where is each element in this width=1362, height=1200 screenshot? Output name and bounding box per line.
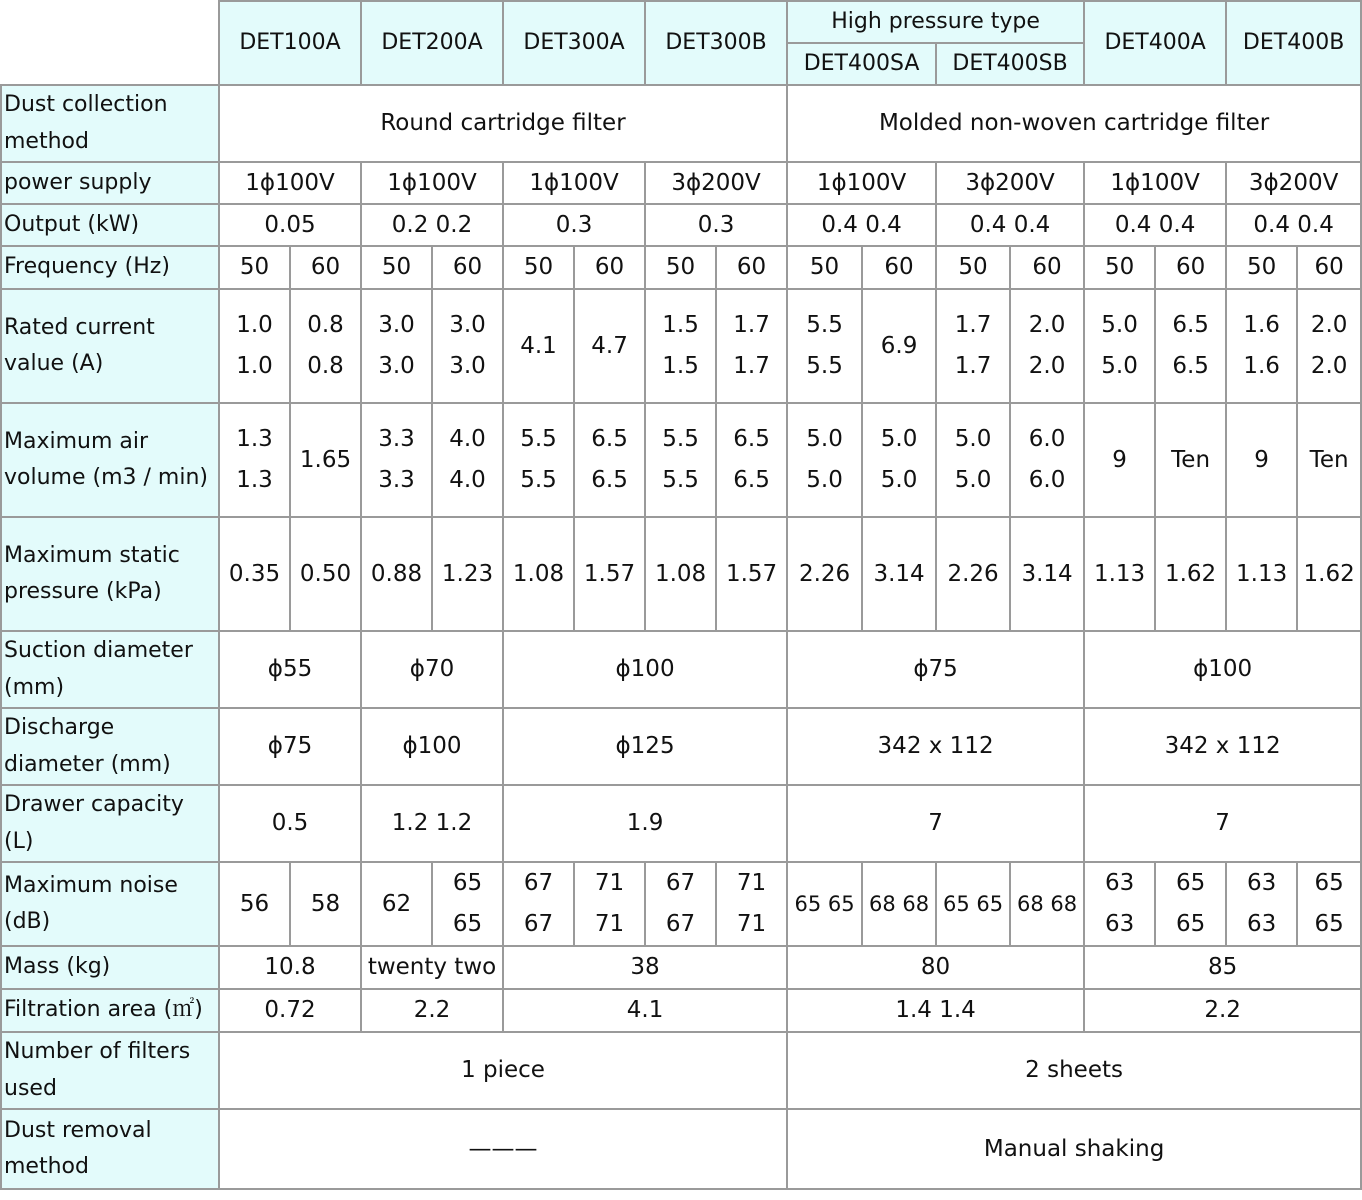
spec-cell: 2 sheets	[787, 1032, 1361, 1109]
spec-cell	[1084, 289, 1155, 403]
cell-value: 5.5	[806, 353, 843, 379]
spec-cell: 1.62	[1297, 517, 1361, 631]
cell-value: 9	[1254, 446, 1269, 473]
spec-cell	[1226, 289, 1297, 403]
spec-cell: 65 65	[787, 862, 862, 946]
cell-value: 67	[523, 911, 554, 937]
spec-cell	[219, 862, 290, 946]
cell-value: 5.5	[662, 426, 699, 452]
spec-cell: 50	[787, 246, 862, 289]
spec-cell	[645, 862, 716, 946]
spec-cell: 0.35	[219, 517, 290, 631]
cell-value: 3.0	[449, 312, 486, 338]
spec-cell	[936, 289, 1010, 403]
spec-cell: 60	[574, 246, 645, 289]
cell-value: 1.5	[662, 312, 699, 338]
spec-cell: 1.08	[503, 517, 574, 631]
cell-value: 5.5	[806, 312, 843, 338]
row-label-max-static-pressure: Maximum static pressure (kPa)	[1, 517, 219, 631]
row-label-max-air-volume: Maximum air volume (m3 / min)	[1, 403, 219, 517]
spec-cell: 3ϕ200V	[645, 162, 787, 204]
spec-cell: 50	[361, 246, 432, 289]
spec-cell: 1.13	[1226, 517, 1297, 631]
spec-cell	[574, 862, 645, 946]
cell-value: 2.0	[1310, 312, 1348, 338]
spec-cell	[290, 289, 361, 403]
cell-value: 1.3	[236, 467, 273, 493]
cell-value: 6.9	[880, 332, 918, 359]
spec-cell: 7	[787, 785, 1084, 862]
model-header: DET400A	[1084, 1, 1226, 85]
cell-value: 63	[1104, 911, 1135, 937]
spec-cell: 50	[1226, 246, 1297, 289]
cell-value: Ten	[1171, 446, 1211, 473]
spec-cell: 80	[787, 946, 1084, 989]
spec-cell	[503, 403, 574, 517]
spec-cell	[862, 403, 936, 517]
cell-value: 6.0	[1028, 467, 1066, 493]
cell-value: 3.0	[378, 353, 415, 379]
cell-value: 3.0	[449, 353, 486, 379]
cell-value: 1.6	[1243, 353, 1280, 379]
spec-cell	[219, 289, 290, 403]
spec-cell	[1084, 403, 1155, 517]
cell-value: 6.0	[1028, 426, 1066, 452]
row-label-discharge-diameter: Discharge diameter (mm)	[1, 708, 219, 785]
cell-value: 5.0	[880, 467, 918, 493]
spec-cell	[936, 403, 1010, 517]
spec-cell: Molded non-woven cartridge filter	[787, 85, 1361, 162]
spec-cell: 38	[503, 946, 787, 989]
spec-cell: 1.2 1.2	[361, 785, 503, 862]
cell-value: 58	[310, 890, 341, 917]
cell-value: 5.0	[954, 467, 992, 493]
cell-value: 63	[1104, 870, 1135, 896]
cell-value: 3.3	[378, 467, 415, 493]
spec-cell: 50	[936, 246, 1010, 289]
spec-cell: 0.50	[290, 517, 361, 631]
cell-value: 5.0	[954, 426, 992, 452]
spec-cell: 0.88	[361, 517, 432, 631]
model-header: DET200A	[361, 1, 503, 85]
spec-cell: 68 68	[1010, 862, 1084, 946]
spec-cell	[645, 403, 716, 517]
cell-value: 1.7	[954, 312, 992, 338]
cell-value: 67	[523, 870, 554, 896]
row-label-drawer-capacity: Drawer capacity (L)	[1, 785, 219, 862]
spec-cell	[1297, 289, 1361, 403]
spec-cell: 60	[290, 246, 361, 289]
row-label-rated-current: Rated current value (A)	[1, 289, 219, 403]
spec-cell: ϕ125	[503, 708, 787, 785]
row-label-filtration-area: Filtration area (㎡)	[1, 989, 219, 1032]
corner-cell	[1, 1, 219, 85]
spec-cell	[787, 403, 862, 517]
spec-cell	[716, 289, 787, 403]
spec-cell: 3ϕ200V	[936, 162, 1084, 204]
spec-cell: 68 68	[862, 862, 936, 946]
cell-value: 67	[665, 870, 696, 896]
cell-value: 4.7	[591, 332, 628, 359]
spec-cell: 60	[716, 246, 787, 289]
spec-cell	[645, 289, 716, 403]
spec-cell	[503, 289, 574, 403]
spec-cell: 50	[645, 246, 716, 289]
spec-cell	[1155, 403, 1226, 517]
cell-value: 2.0	[1028, 353, 1066, 379]
spec-cell: Round cartridge filter	[219, 85, 787, 162]
spec-cell: 50	[219, 246, 290, 289]
spec-cell	[862, 289, 936, 403]
cell-value: 5.0	[880, 426, 918, 452]
cell-value: 9	[1112, 446, 1127, 473]
cell-value: 1.3	[236, 426, 273, 452]
model-header: DET400B	[1226, 1, 1361, 85]
spec-cell: 0.3	[503, 204, 645, 246]
spec-cell: 1.08	[645, 517, 716, 631]
cell-value: 65	[1175, 911, 1206, 937]
spec-cell: 0.05	[219, 204, 361, 246]
row-label-power-supply: power supply	[1, 162, 219, 204]
spec-cell: 342 x 112	[787, 708, 1084, 785]
cell-value: 3.3	[378, 426, 415, 452]
spec-cell: 50	[1084, 246, 1155, 289]
spec-cell: 7	[1084, 785, 1361, 862]
cell-value: 63	[1246, 870, 1277, 896]
spec-cell: Manual shaking	[787, 1109, 1361, 1189]
cell-value: 6.5	[1172, 312, 1209, 338]
cell-value: 5.5	[520, 467, 557, 493]
spec-cell: 0.2 0.2	[361, 204, 503, 246]
spec-cell: 342 x 112	[1084, 708, 1361, 785]
spec-cell	[361, 403, 432, 517]
spec-cell: 0.72	[219, 989, 361, 1032]
model-header: DET300A	[503, 1, 645, 85]
spec-cell: ϕ100	[503, 631, 787, 708]
row-label-frequency: Frequency (Hz)	[1, 246, 219, 289]
spec-cell	[1155, 289, 1226, 403]
cell-value: 1.7	[733, 353, 770, 379]
row-label-mass: Mass (kg)	[1, 946, 219, 989]
spec-cell: 60	[1297, 246, 1361, 289]
spec-cell: 1.57	[574, 517, 645, 631]
cell-value: 71	[736, 870, 767, 896]
cell-value: 1.0	[236, 353, 273, 379]
spec-cell: 1ϕ100V	[1084, 162, 1226, 204]
spec-cell: 1ϕ100V	[787, 162, 936, 204]
spec-cell	[1010, 289, 1084, 403]
spec-cell	[290, 862, 361, 946]
cell-value: 2.0	[1028, 312, 1066, 338]
cell-value: 5.0	[806, 467, 843, 493]
spec-cell: 0.4 0.4	[1084, 204, 1226, 246]
spec-cell: ϕ70	[361, 631, 503, 708]
spec-cell: 0.4 0.4	[936, 204, 1084, 246]
cell-value: Ten	[1309, 446, 1349, 473]
model-header: DET300B	[645, 1, 787, 85]
cell-value: 5.0	[806, 426, 843, 452]
spec-cell	[1226, 403, 1297, 517]
spec-cell	[1155, 862, 1226, 946]
spec-cell: 1.23	[432, 517, 503, 631]
cell-value: 2.0	[1310, 353, 1348, 379]
spec-cell	[716, 403, 787, 517]
row-label-filters-used: Number of filters used	[1, 1032, 219, 1109]
row-label-output: Output (kW)	[1, 204, 219, 246]
spec-cell	[1226, 862, 1297, 946]
spec-cell	[574, 403, 645, 517]
spec-cell: 0.4 0.4	[787, 204, 936, 246]
cell-value: 65	[452, 870, 483, 896]
spec-cell	[432, 289, 503, 403]
spec-cell: 65 65	[936, 862, 1010, 946]
spec-cell: ϕ75	[219, 708, 361, 785]
spec-cell: 2.26	[787, 517, 862, 631]
cell-value: 71	[594, 911, 625, 937]
cell-value: 6.5	[733, 426, 770, 452]
spec-cell	[574, 289, 645, 403]
cell-value: 4.0	[449, 467, 486, 493]
row-label-max-noise: Maximum noise (dB)	[1, 862, 219, 946]
cell-value: 56	[239, 890, 270, 917]
high-pressure-type-header: High pressure type	[787, 1, 1084, 43]
cell-value: 6.5	[1172, 353, 1209, 379]
cell-value: 4.1	[520, 332, 557, 359]
cell-value: 5.5	[662, 467, 699, 493]
spec-cell	[361, 289, 432, 403]
spec-cell	[1297, 403, 1361, 517]
spec-cell: 3.14	[1010, 517, 1084, 631]
spec-cell: 60	[432, 246, 503, 289]
cell-value: 1.65	[299, 446, 352, 473]
spec-cell: 1.62	[1155, 517, 1226, 631]
cell-value: 5.5	[520, 426, 557, 452]
cell-value: 1.0	[236, 312, 273, 338]
spec-cell: 1ϕ100V	[503, 162, 645, 204]
model-header: DET400SA	[787, 43, 936, 85]
spec-cell: twenty two	[361, 946, 503, 989]
spec-cell	[503, 862, 574, 946]
cell-value: 0.8	[307, 353, 344, 379]
cell-value: 4.0	[449, 426, 486, 452]
cell-value: 65	[1314, 911, 1344, 937]
spec-cell: 2.26	[936, 517, 1010, 631]
spec-cell: 3.14	[862, 517, 936, 631]
cell-value: 63	[1246, 911, 1277, 937]
spec-cell: ϕ75	[787, 631, 1084, 708]
spec-cell	[361, 862, 432, 946]
cell-value: 65	[452, 911, 483, 937]
spec-cell	[716, 862, 787, 946]
cell-value: 6.5	[733, 467, 770, 493]
spec-cell: 1.57	[716, 517, 787, 631]
cell-value: 3.0	[378, 312, 415, 338]
spec-cell: 3ϕ200V	[1226, 162, 1361, 204]
spec-cell: 1.13	[1084, 517, 1155, 631]
spec-cell: 1ϕ100V	[219, 162, 361, 204]
cell-value: 67	[665, 911, 696, 937]
spec-cell	[290, 403, 361, 517]
cell-value: 6.5	[591, 426, 628, 452]
cell-value: 1.5	[662, 353, 699, 379]
spec-cell: 60	[1155, 246, 1226, 289]
spec-cell: 1ϕ100V	[361, 162, 503, 204]
cell-value: 1.6	[1243, 312, 1280, 338]
spec-cell: 4.1	[503, 989, 787, 1032]
spec-cell	[219, 403, 290, 517]
cell-value: 71	[736, 911, 767, 937]
spec-cell	[1297, 862, 1361, 946]
row-label-dust-removal: Dust removal method	[1, 1109, 219, 1189]
spec-cell: ϕ55	[219, 631, 361, 708]
cell-value: 62	[381, 890, 412, 917]
spec-cell: ϕ100	[1084, 631, 1361, 708]
spec-cell: 1 piece	[219, 1032, 787, 1109]
cell-value: 6.5	[591, 467, 628, 493]
spec-cell: ϕ100	[361, 708, 503, 785]
cell-value: 1.7	[733, 312, 770, 338]
spec-cell: 60	[862, 246, 936, 289]
cell-value: 1.7	[954, 353, 992, 379]
spec-cell: 85	[1084, 946, 1361, 989]
model-header: DET400SB	[936, 43, 1084, 85]
spec-cell: 2.2	[361, 989, 503, 1032]
cell-value: 5.0	[1101, 312, 1138, 338]
spec-cell	[1010, 403, 1084, 517]
spec-cell: ———	[219, 1109, 787, 1189]
spec-cell	[1084, 862, 1155, 946]
spec-cell: 60	[1010, 246, 1084, 289]
spec-cell: 0.5	[219, 785, 361, 862]
cell-value: 65	[1175, 870, 1206, 896]
spec-cell	[432, 862, 503, 946]
spec-cell: 1.4 1.4	[787, 989, 1084, 1032]
spec-cell: 1.9	[503, 785, 787, 862]
row-label-dust-collection-method: Dust collection method	[1, 85, 219, 162]
spec-cell	[787, 289, 862, 403]
cell-value: 5.0	[1101, 353, 1138, 379]
spec-cell: 10.8	[219, 946, 361, 989]
spec-cell: 50	[503, 246, 574, 289]
cell-value: 0.8	[307, 312, 344, 338]
cell-value: 71	[594, 870, 625, 896]
model-header: DET100A	[219, 1, 361, 85]
cell-value: 65	[1314, 870, 1344, 896]
row-label-suction-diameter: Suction diameter (mm)	[1, 631, 219, 708]
spec-cell	[432, 403, 503, 517]
spec-cell: 0.4 0.4	[1226, 204, 1361, 246]
spec-cell: 0.3	[645, 204, 787, 246]
spec-cell: 2.2	[1084, 989, 1361, 1032]
